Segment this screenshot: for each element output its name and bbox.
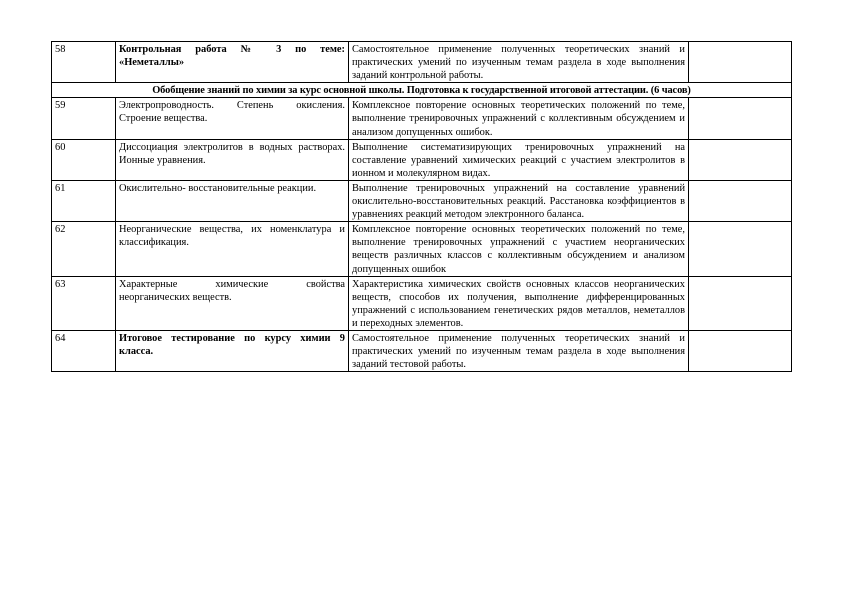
table-row (52, 139, 792, 180)
empty-cell (689, 222, 792, 276)
lesson-activity: Комплексное повторение основных теоретических положений по теме, выполнение тренировочных упражнений с коллективным обсуждением и анализом допущенных ошибок. (349, 98, 689, 139)
lesson-topic: Окислительно- восстановительные реакции. (116, 180, 349, 221)
lesson-topic: Диссоциация электролитов в водных растворах. Ионные уравнения. (116, 139, 349, 180)
table-row (52, 42, 792, 83)
lesson-topic: Электропроводность. Степень окисления. Строение вещества. (116, 98, 349, 139)
lesson-topic: Контрольная работа № 3 по теме: «Неметаллы» (116, 42, 349, 83)
lesson-number: 62 (52, 222, 116, 276)
lesson-topic: Характерные химические свойства неорганических веществ. (116, 276, 349, 330)
table-row (52, 330, 792, 371)
empty-cell (689, 139, 792, 180)
table-row (52, 276, 792, 330)
lesson-activity: Выполнение тренировочных упражнений на составление уравнений окислительно-восстановительных реакций. Расстановка коэффициентов в уравнениях реакций методом электронного баланса. (349, 180, 689, 221)
empty-cell (689, 42, 792, 83)
lesson-activity: Самостоятельное применение полученных теоретических знаний и практических умений по изученным темам раздела в ходе выполнения заданий контрольной работы. (349, 42, 689, 83)
table-row (52, 222, 792, 276)
lesson-number: 60 (52, 139, 116, 180)
lesson-number: 63 (52, 276, 116, 330)
lesson-number: 59 (52, 98, 116, 139)
lesson-number: 58 (52, 42, 116, 83)
lesson-topic: Неорганические вещества, их номенклатура и классификация. (116, 222, 349, 276)
lesson-number: 61 (52, 180, 116, 221)
lesson-activity: Самостоятельное применение полученных теоретических знаний и практических умений по изученным темам раздела в ходе выполнения заданий тестовой работы. (349, 330, 689, 371)
empty-cell (689, 276, 792, 330)
section-header-row (52, 83, 792, 98)
lesson-activity: Комплексное повторение основных теоретических положений по теме, выполнение тренировочных упражнений с участием неорганических веществ различных классов с коллективным обсуждением и анализом допущенных ошибок (349, 222, 689, 276)
lesson-activity: Выполнение систематизирующих тренировочных упражнений на составление уравнений химических реакций с участием электролитов в ионном и молекулярном видах. (349, 139, 689, 180)
section-title: Обобщение знаний по химии за курс основной школы. Подготовка к государственной итоговой аттестации. (6 часов) (52, 83, 792, 98)
empty-cell (689, 180, 792, 221)
lesson-plan-table (51, 41, 792, 372)
lesson-number: 64 (52, 330, 116, 371)
lesson-activity: Характеристика химических свойств основных классов неорганических веществ, способов их получения, выполнение дифференцированных упражнений с использованием генетических рядов металлов, неметаллов и переходных элементов. (349, 276, 689, 330)
empty-cell (689, 98, 792, 139)
table-row (52, 180, 792, 221)
empty-cell (689, 330, 792, 371)
table-row (52, 98, 792, 139)
lesson-topic: Итоговое тестирование по курсу химии 9 класса. (116, 330, 349, 371)
